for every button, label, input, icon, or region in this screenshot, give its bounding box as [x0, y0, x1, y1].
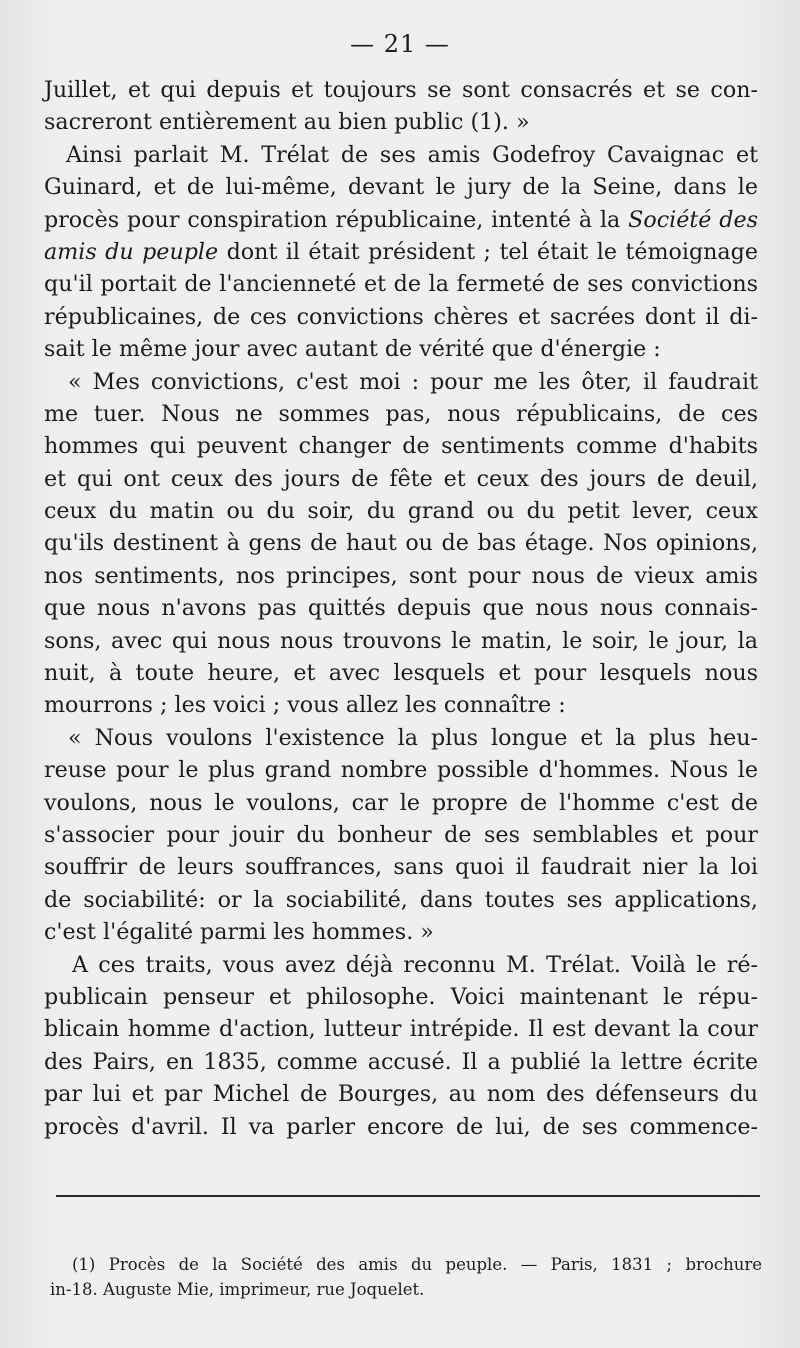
text-line: des Pairs, en 1835, comme accusé. Il a publié la lettre écrite	[44, 1048, 758, 1075]
text-line: A ces traits, vous avez déjà reconnu M. Trélat. Voilà le ré-	[72, 951, 758, 978]
text-line	[44, 236, 758, 268]
text-line: me tuer. Nous ne sommes pas, nous républicains, de ces	[44, 400, 758, 427]
text-line: Guinard, et de lui-même, devant le jury de la Seine, dans le	[44, 174, 758, 201]
text-line: voulons, nous le voulons, car le propre de l'homme c'est de	[44, 789, 758, 816]
body-text	[44, 74, 758, 1143]
text-line: de sociabilité: or la sociabilité, dans toutes ses applications,	[44, 886, 758, 913]
text-line: sait le même jour avec autant de vérité que d'énergie :	[44, 336, 661, 363]
text-line: sacreront entièrement au bien public (1). »	[44, 109, 530, 136]
text-line: reuse pour le plus grand nombre possible d'hommes. Nous le	[44, 757, 758, 784]
text-line-part: dont il était président ; tel était le témoignage	[218, 238, 758, 265]
text-line: républicaines, de ces convictions chères et sacrées dont il di-	[44, 303, 758, 330]
text-line-part: procès pour conspiration républicaine, intenté à la	[44, 206, 629, 233]
text-line: blicain homme d'action, lutteur intrépide. Il est devant la cour	[44, 1016, 758, 1043]
text-line: et qui ont ceux des jours de fête et ceux des jours de deuil,	[44, 465, 758, 492]
text-line: s'associer pour jouir du bonheur de ses semblables et pour	[44, 821, 758, 848]
text-line: qu'il portait de l'ancienneté et de la fermeté de ses convictions	[44, 271, 758, 298]
text-line: Ainsi parlait M. Trélat de ses amis Godefroy Cavaignac et	[66, 141, 758, 168]
footnote-divider	[56, 1195, 760, 1197]
footnote-line: (1) Procès de la Société des amis du peuple. — Paris, 1831 ; brochure	[72, 1255, 762, 1274]
footnote-line: in-18. Auguste Mie, imprimeur, rue Joquelet.	[50, 1280, 425, 1299]
text-line: publicain penseur et philosophe. Voici maintenant le répu-	[44, 983, 758, 1010]
footnote	[50, 1252, 762, 1302]
text-line: nuit, à toute heure, et avec lesquels et pour lesquels nous	[44, 660, 758, 687]
page-number: — 21 —	[350, 30, 450, 58]
text-line: nos sentiments, nos principes, sont pour nous de vieux amis	[44, 562, 758, 589]
text-line: c'est l'égalité parmi les hommes. »	[44, 919, 434, 946]
text-line: Juillet, et qui depuis et toujours se sont consacrés et se con-	[44, 77, 758, 103]
text-line: qu'ils destinent à gens de haut ou de bas étage. Nos opinions,	[44, 530, 758, 557]
text-line: procès d'avril. Il va parler encore de lui, de ses commence-	[44, 1113, 758, 1140]
text-line: par lui et par Michel de Bourges, au nom des défenseurs du	[44, 1081, 758, 1108]
italic-title: Société des	[628, 206, 759, 233]
text-line: « Nous voulons l'existence la plus longue et la plus heu-	[68, 724, 758, 751]
italic-title: amis du peuple	[44, 238, 219, 265]
text-line: souffrir de leurs souffrances, sans quoi il faudrait nier la loi	[44, 854, 758, 881]
text-line: hommes qui peuvent changer de sentiments comme d'habits	[44, 433, 758, 460]
text-line: ceux du matin ou du soir, du grand ou du petit lever, ceux	[44, 498, 758, 525]
text-line: que nous n'avons pas quittés depuis que nous nous connais-	[44, 595, 758, 622]
text-line: « Mes convictions, c'est moi : pour me les ôter, il faudrait	[68, 368, 758, 395]
text-line	[44, 204, 758, 236]
text-line: mourrons ; les voici ; vous allez les connaître :	[44, 692, 566, 719]
text-line: sons, avec qui nous nous trouvons le matin, le soir, le jour, la	[44, 627, 758, 654]
